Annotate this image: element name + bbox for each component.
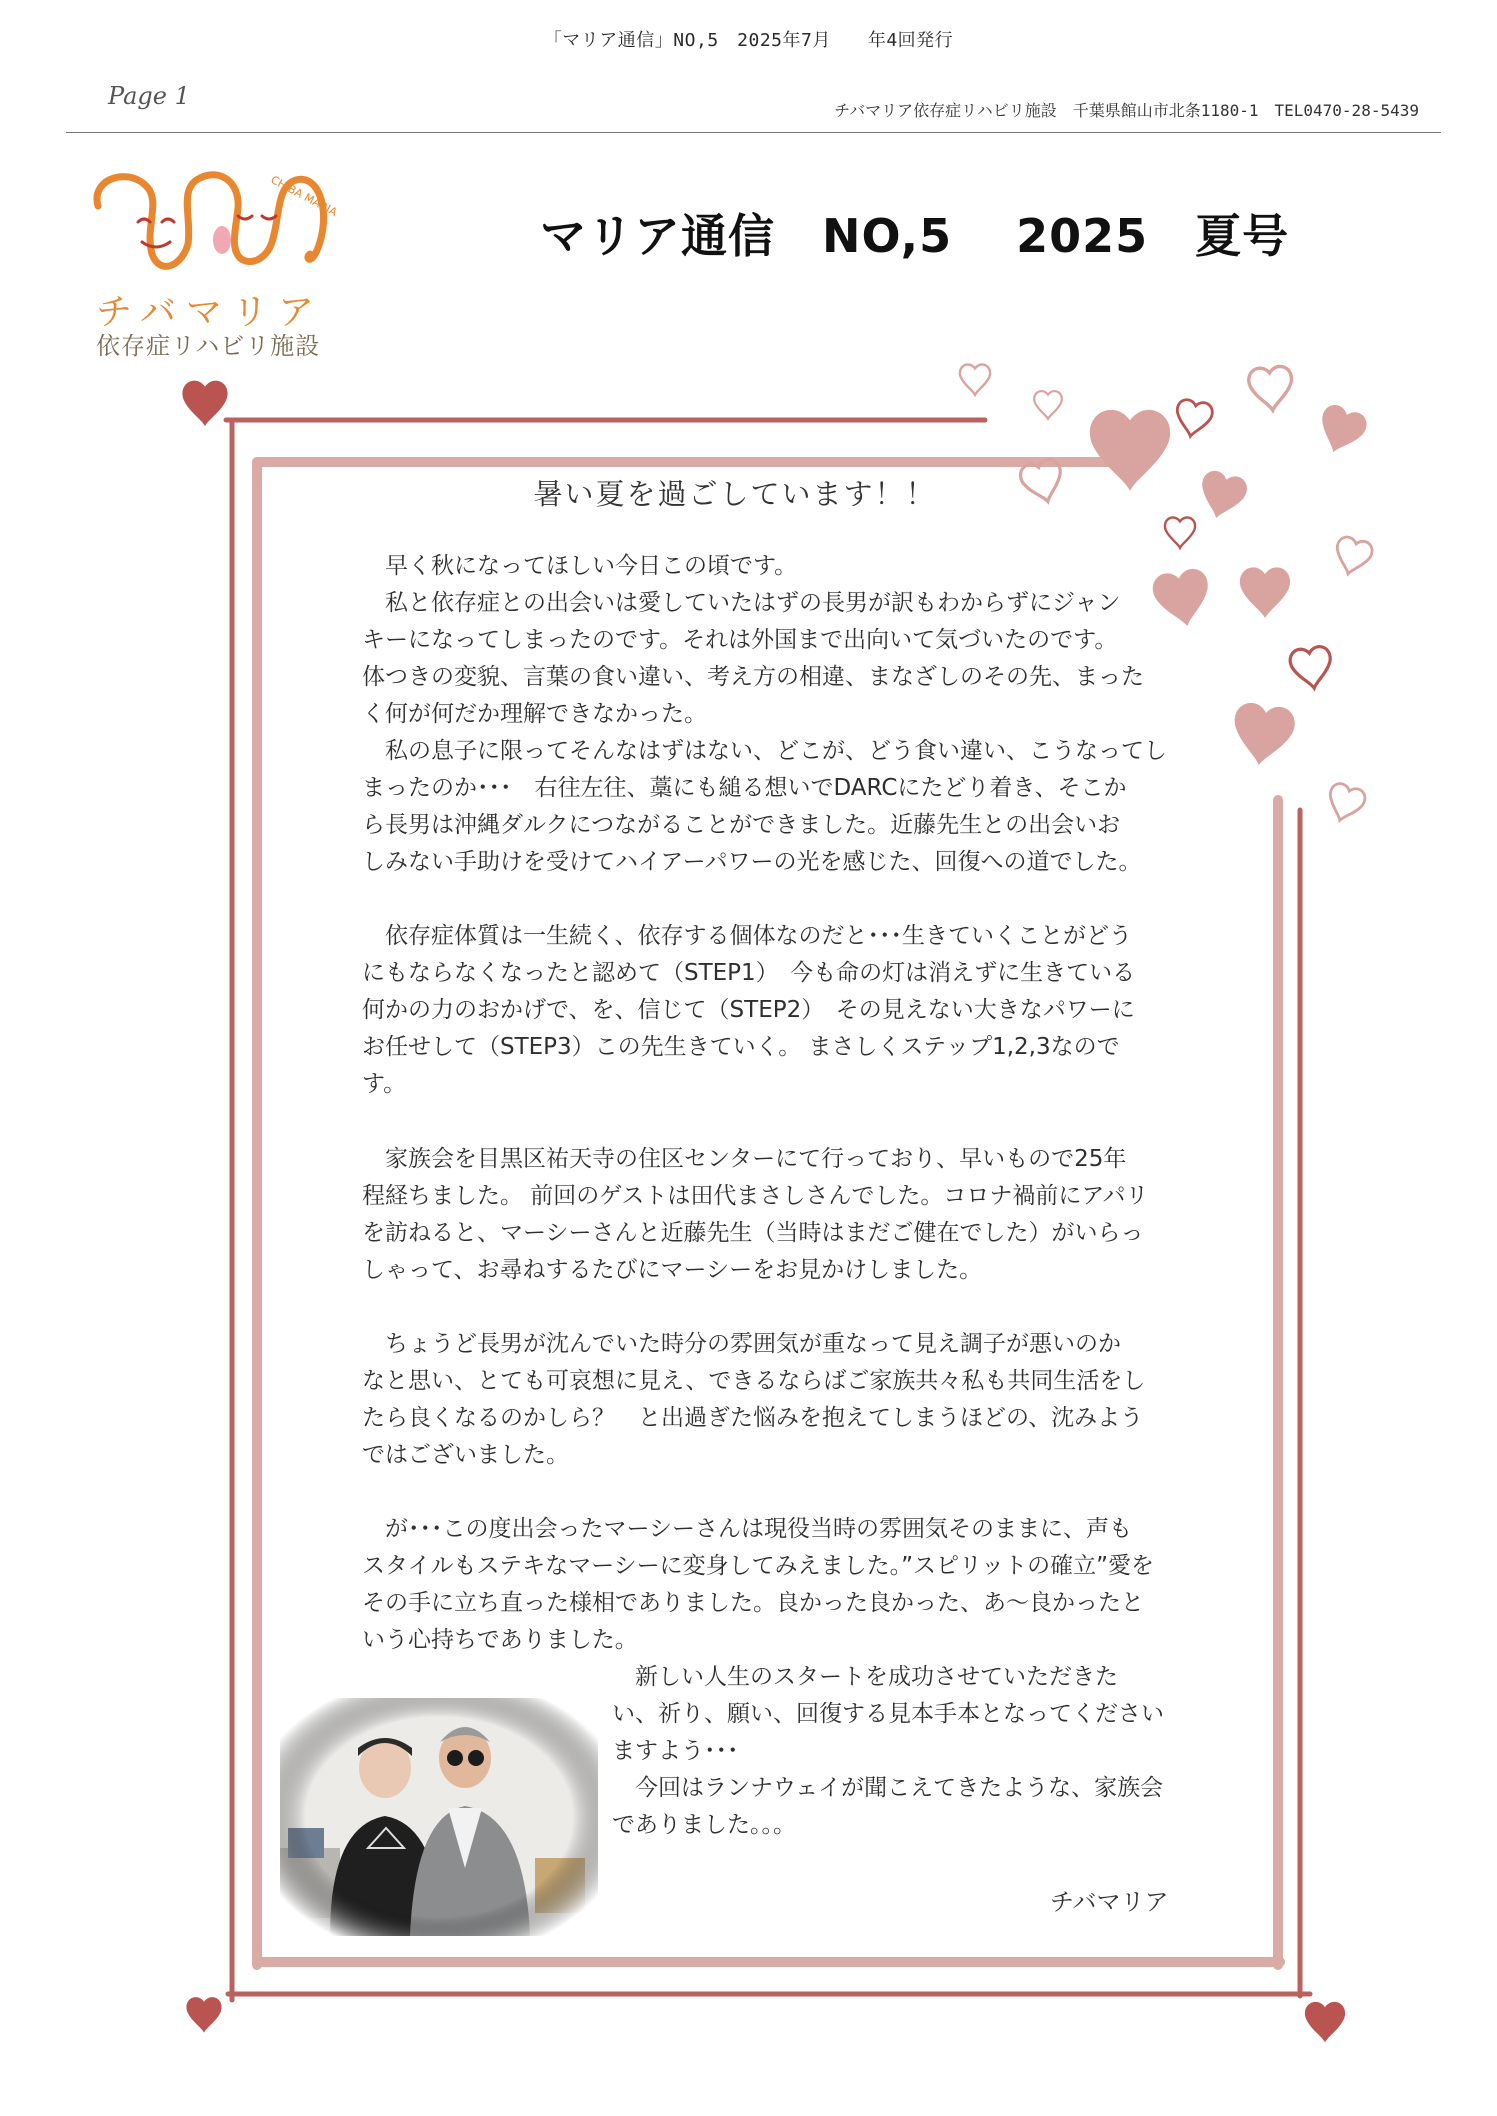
facility-address: チバマリア依存症リハビリ施設 千葉県館山市北条1180-1 TEL0470-28-5439 <box>834 101 1419 120</box>
text-line: を訪ねると、マーシーさんと近藤先生（当時はまだご健在でした）がいらっ <box>362 1220 1144 1246</box>
text-line: 依存症体質は一生続く、依存する個体なのだと･･･生きていくことがどう <box>362 923 1133 949</box>
heart-icon <box>1305 2002 1345 2042</box>
heart-icon <box>1034 391 1062 419</box>
text-line: 体つきの変貌、言葉の食い違い、考え方の相違、まなざしのその先、まった <box>362 664 1144 690</box>
heart-icon <box>1312 402 1370 460</box>
heart-icon <box>960 364 990 394</box>
heart-icon <box>186 1997 221 2032</box>
text-line: い、祈り、願い、回復する見本手本となってください <box>612 1701 1164 1727</box>
text-line: 私の息子に限ってそんなはずはない、どこが、どう食い違い、こうなってし <box>362 738 1167 764</box>
heart-icon <box>1165 517 1195 547</box>
text-line: 早く秋になってほしい今日この頃です。 <box>362 553 798 579</box>
text-line: 新しい人生のスタートを成功させていただきた <box>612 1664 1118 1690</box>
text-line: 程経ちました。 前回のゲストは田代まさしさんでした。コロナ禍前にアパリ <box>362 1183 1149 1209</box>
paragraph-3 <box>362 1141 1182 1289</box>
logo-subtitle: 依存症リハビリ施設 <box>96 332 321 360</box>
text-line: 私と依存症との出会いは愛していたはずの長男が訳もわからずにジャン <box>362 590 1121 616</box>
guest-photo <box>280 1698 598 1936</box>
heart-icon <box>1229 701 1297 770</box>
text-line: が･･･この度出会ったマーシーさんは現役当時の雰囲気そのままに、声も <box>362 1516 1133 1542</box>
text-line: まったのか･･･ 右往左往、藁にも縋る想いでDARCにたどり着き、そこか <box>362 775 1127 801</box>
header-issue-line: 「マリア通信」NO,5 2025年7月 年4回発行 <box>543 30 954 51</box>
article-heading: 暑い夏を過ごしています！！ <box>533 477 937 511</box>
paragraph-1 <box>362 548 1182 881</box>
heart-icon <box>1331 535 1374 578</box>
page-label: Page 1 <box>108 82 190 110</box>
text-line: スタイルもステキなマーシーに変身してみえました。”スピリットの確立”愛を <box>362 1553 1155 1579</box>
text-line: いう心持ちでありました。 <box>362 1627 638 1653</box>
text-line: 今回はランナウェイが聞こえてきたような、家族会 <box>612 1775 1164 1801</box>
text-line: ますよう･･･ <box>612 1738 739 1764</box>
paragraph-5 <box>362 1511 1182 1659</box>
text-line: しみない手助けを受けてハイアーパワーの光を感じた、回復への道でした。 <box>362 849 1142 875</box>
text-line: ら長男は沖縄ダルクにつながることができました。近藤先生との出会いお <box>362 812 1121 838</box>
text-line: ではございました。 <box>362 1442 569 1468</box>
text-line: キーになってしまったのです。それは外国まで出向いて気づいたのです。 <box>362 627 1118 653</box>
text-line: でありました。。。 <box>612 1812 796 1838</box>
text-line: く何が何だか理解できなかった。 <box>362 701 707 727</box>
heart-icon <box>1240 567 1290 618</box>
heart-icon <box>1173 398 1214 439</box>
newsletter-title: マリア通信 NO,5 2025 夏号 <box>540 209 1290 263</box>
text-line: にもならなくなったと認めて（STEP1） 今も命の灯は消えずに生きている <box>362 960 1136 986</box>
paragraph-6 <box>612 1659 1182 1844</box>
text-line: お任せして（STEP3）この先生きていく。 まさしくステップ1,2,3なので <box>362 1034 1120 1060</box>
logo-arc-text: CHIBA MARIA <box>268 173 340 220</box>
logo-name: チバマリア <box>96 292 324 333</box>
signature: チバマリア <box>1050 1888 1169 1916</box>
text-line: たら良くなるのかしら？ と出過ぎた悩みを抱えてしまうほどの、沈みよう <box>362 1405 1144 1431</box>
text-line: 何かの力のおかげで、を、信じて（STEP2） その見えない大きなパワーに <box>362 997 1135 1023</box>
heart-icon <box>182 381 227 427</box>
heart-icon <box>1289 645 1334 691</box>
text-line: しゃって、お尋ねするたびにマーシーをお見かけしました。 <box>362 1257 983 1283</box>
text-line: す。 <box>362 1071 407 1097</box>
heart-icon <box>1323 781 1367 826</box>
text-line: なと思い、とても可哀想に見え、できるならばご家族共々私も共同生活をし <box>362 1368 1146 1394</box>
text-line: その手に立ち直った様相でありました。良かった良かった、あ～良かったと <box>362 1590 1144 1616</box>
paragraph-4 <box>362 1326 1182 1474</box>
text-line: 家族会を目黒区祐天寺の住区センターにて行っており、早いもので25年 <box>362 1146 1127 1172</box>
text-line: ちょうど長男が沈んでいた時分の雰囲気が重なって見え調子が悪いのか <box>362 1331 1121 1357</box>
paragraph-2 <box>362 918 1182 1103</box>
heart-icon <box>1248 365 1294 412</box>
